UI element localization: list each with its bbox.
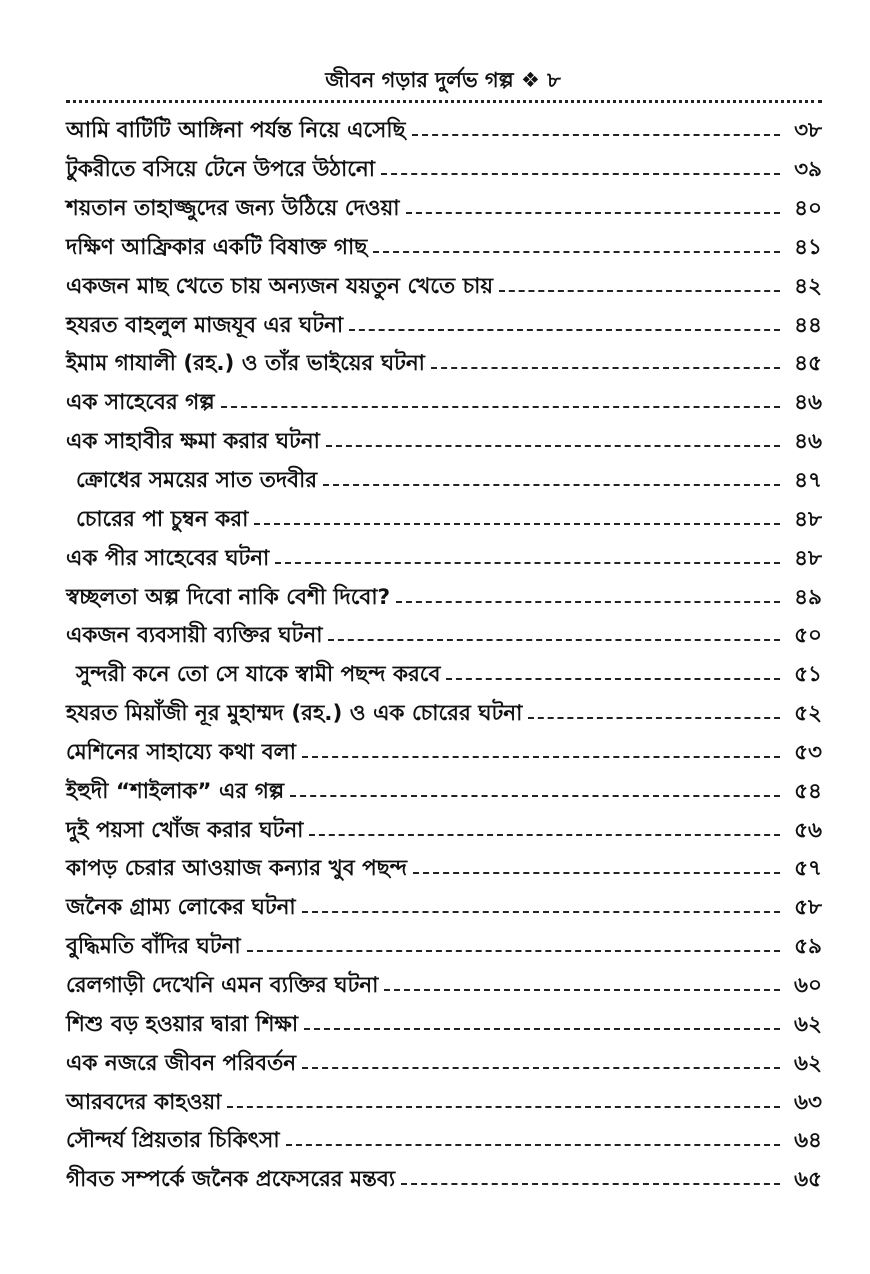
toc-dash-leader: [406, 212, 781, 214]
toc-entry: [66, 618, 822, 657]
toc-dash-leader: [221, 406, 780, 408]
toc-entry-page-number: ৪৪: [794, 312, 822, 338]
toc-entry-title: রেলগাড়ী দেখেনি এমন ব্যক্তির ঘটনা: [66, 972, 379, 998]
toc-entry-page-number: ৪৭: [794, 468, 822, 494]
toc-entry-page-number: ৫০: [794, 623, 822, 649]
toc-entry-title: সুন্দরী কনে তো সে যাকে স্বামী পছন্দ করবে: [76, 662, 441, 688]
toc-dash-leader: [302, 1067, 780, 1069]
toc-entry-page-number: ৪৬: [794, 429, 822, 455]
toc-dash-leader: [349, 329, 780, 331]
toc-entry: [66, 346, 822, 385]
toc-entry: [66, 735, 822, 774]
toc-entry-page-number: ৫৬: [794, 817, 822, 843]
toc-entry: [66, 1084, 822, 1123]
toc-entry-title: ক্রোধের সময়ের সাত তদবীর: [76, 468, 318, 494]
toc-entry-page-number: ৪৯: [794, 584, 822, 610]
toc-dash-leader: [302, 911, 780, 913]
toc-dash-leader: [286, 1144, 780, 1146]
toc-entry-title: শিশু বড় হওয়ার দ্বারা শিক্ষা: [66, 1011, 299, 1037]
toc-entry-page-number: ৩৯: [794, 157, 822, 183]
toc-entry: [66, 657, 822, 696]
toc-dash-leader: [413, 872, 780, 874]
toc-dash-leader: [290, 795, 780, 797]
running-header: জীবন গড়ার দুর্লভ গল্প ❖ ৮: [325, 68, 561, 92]
toc-dash-leader: [431, 367, 780, 369]
toc-entry: [66, 1123, 822, 1162]
toc-entry-page-number: ৪১: [794, 234, 822, 260]
toc-entry-title: হযরত বাহলুল মাজযূব এর ঘটনা: [66, 312, 344, 338]
toc-dash-leader: [373, 251, 780, 253]
toc-entry-title: এক নজরে জীবন পরিবর্তন: [66, 1050, 297, 1076]
toc-entry-page-number: ৪৮: [794, 506, 822, 532]
toc-entry: [66, 968, 822, 1007]
toc-entry-page-number: ৪৬: [794, 390, 822, 416]
toc-entry-title: জনৈক গ্রাম্য লোকের ঘটনা: [66, 895, 296, 921]
toc-entry-title: কাপড় চেরার আওয়াজ কন্যার খুব পছন্দ: [66, 856, 408, 882]
toc-entry: [66, 812, 822, 851]
toc-entry-title: মেশিনের সাহায্যে কথা বলা: [66, 739, 296, 765]
toc-entry: [66, 501, 822, 540]
toc-entry-page-number: ৫৪: [794, 778, 822, 804]
toc-dash-leader: [412, 134, 780, 136]
toc-dash-leader: [446, 678, 780, 680]
toc-entry: [66, 463, 822, 502]
toc-entry-page-number: ৪৫: [794, 351, 822, 377]
toc-entry: [66, 851, 822, 890]
toc-entry-page-number: ৫৮: [794, 895, 822, 921]
toc-entry-title: আরবদের কাহওয়া: [66, 1089, 222, 1115]
toc-entry-title: শয়তান তাহাজ্জুদের জন্য উঠিয়ে দেওয়া: [66, 196, 400, 222]
toc-dash-leader: [323, 484, 780, 486]
toc-entry-title: গীবত সম্পর্কে জনৈক প্রফেসরের মন্তব্য: [66, 1167, 396, 1193]
toc-entry-title: এক পীর সাহেবের ঘটনা: [66, 545, 270, 571]
toc-entry-page-number: ৬৩: [794, 1089, 822, 1115]
toc-entry-title: আমি বাটিটি আঙ্গিনা পর্যন্ত নিয়ে এসেছি: [66, 118, 406, 144]
toc-dash-leader: [247, 950, 780, 952]
toc-entry-title: এক সাহাবীর ক্ষমা করার ঘটনা: [66, 429, 320, 455]
toc-dash-leader: [499, 290, 780, 292]
toc-entry: [66, 268, 822, 307]
toc-entry-page-number: ৪০: [794, 196, 822, 222]
toc-entry: [66, 579, 822, 618]
toc-entry-title: একজন মাছ খেতে চায় অন্যজন যয়তুন খেতে চায়: [66, 273, 494, 299]
toc-entry-page-number: ৬০: [794, 972, 822, 998]
toc-entry: [66, 191, 822, 230]
toc-entry-title: ইহুদী “শাইলাক” এর গল্প: [66, 778, 285, 804]
toc-entry-page-number: ৩৮: [794, 118, 822, 144]
toc-entry-page-number: ৫১: [794, 662, 822, 688]
toc-dash-leader: [528, 717, 780, 719]
toc-entry: [66, 424, 822, 463]
toc-entry-title: হযরত মিয়াঁজী নূর মুহাম্মদ (রহ.) ও এক চোরের ঘটনা: [66, 701, 523, 727]
toc-entry-title: দুই পয়সা খোঁজ করার ঘটনা: [66, 817, 304, 843]
toc-entry: [66, 1162, 822, 1201]
toc-dash-leader: [227, 1106, 780, 1108]
toc-entry: [66, 696, 822, 735]
header-dotted-rule: [66, 100, 822, 103]
toc-dash-leader: [302, 756, 780, 758]
toc-dash-leader: [326, 445, 780, 447]
toc-entry-page-number: ৬৪: [794, 1128, 822, 1154]
toc-entry-page-number: ৫৭: [794, 856, 822, 882]
toc-entry-title: চোরের পা চুম্বন করা: [76, 506, 249, 532]
toc-entry-page-number: ৬২: [794, 1011, 822, 1037]
toc-dash-leader: [275, 562, 780, 564]
toc-entry-title: টুকরীতে বসিয়ে টেনে উপরে উঠানো: [66, 157, 375, 183]
toc-entry-page-number: ৬৫: [794, 1167, 822, 1193]
toc-entry: [66, 1045, 822, 1084]
toc-entry-page-number: ৬২: [794, 1050, 822, 1076]
toc-dash-leader: [328, 639, 780, 641]
toc-entry: [66, 1006, 822, 1045]
toc-entry-title: সৌন্দর্য প্রিয়তার চিকিৎসা: [66, 1128, 280, 1154]
toc-dash-leader: [254, 523, 780, 525]
toc-entry-title: এক সাহেবের গল্প: [66, 390, 215, 416]
toc-dash-leader: [381, 173, 780, 175]
toc-dash-leader: [384, 989, 780, 991]
toc-dash-leader: [401, 1183, 780, 1185]
toc-entry: [66, 385, 822, 424]
table-of-contents: [66, 113, 822, 1201]
toc-entry-title: দক্ষিণ আফ্রিকার একটি বিষাক্ত গাছ: [66, 234, 368, 260]
toc-entry: [66, 230, 822, 269]
toc-entry: [66, 540, 822, 579]
toc-entry-title: বুদ্ধিমতি বাঁদির ঘটনা: [66, 934, 241, 960]
toc-entry-title: ইমাম গাযালী (রহ.) ও তাঁর ভাইয়ের ঘটনা: [66, 351, 425, 377]
toc-entry: [66, 152, 822, 191]
toc-entry-page-number: ৫৯: [794, 934, 822, 960]
toc-entry: [66, 113, 822, 152]
toc-entry-title: একজন ব্যবসায়ী ব্যক্তির ঘটনা: [66, 623, 323, 649]
toc-entry: [66, 307, 822, 346]
toc-entry-page-number: ৫৩: [794, 739, 822, 765]
toc-entry: [66, 929, 822, 968]
toc-dash-leader: [309, 834, 780, 836]
toc-entry-page-number: ৪২: [794, 273, 822, 299]
toc-entry-page-number: ৫২: [794, 701, 822, 727]
toc-entry: [66, 773, 822, 812]
toc-entry: [66, 890, 822, 929]
toc-entry-title: স্বচ্ছলতা অল্প দিবো নাকি বেশী দিবো?: [66, 584, 391, 610]
toc-dash-leader: [304, 1028, 780, 1030]
toc-entry-page-number: ৪৮: [794, 545, 822, 571]
toc-dash-leader: [396, 601, 780, 603]
